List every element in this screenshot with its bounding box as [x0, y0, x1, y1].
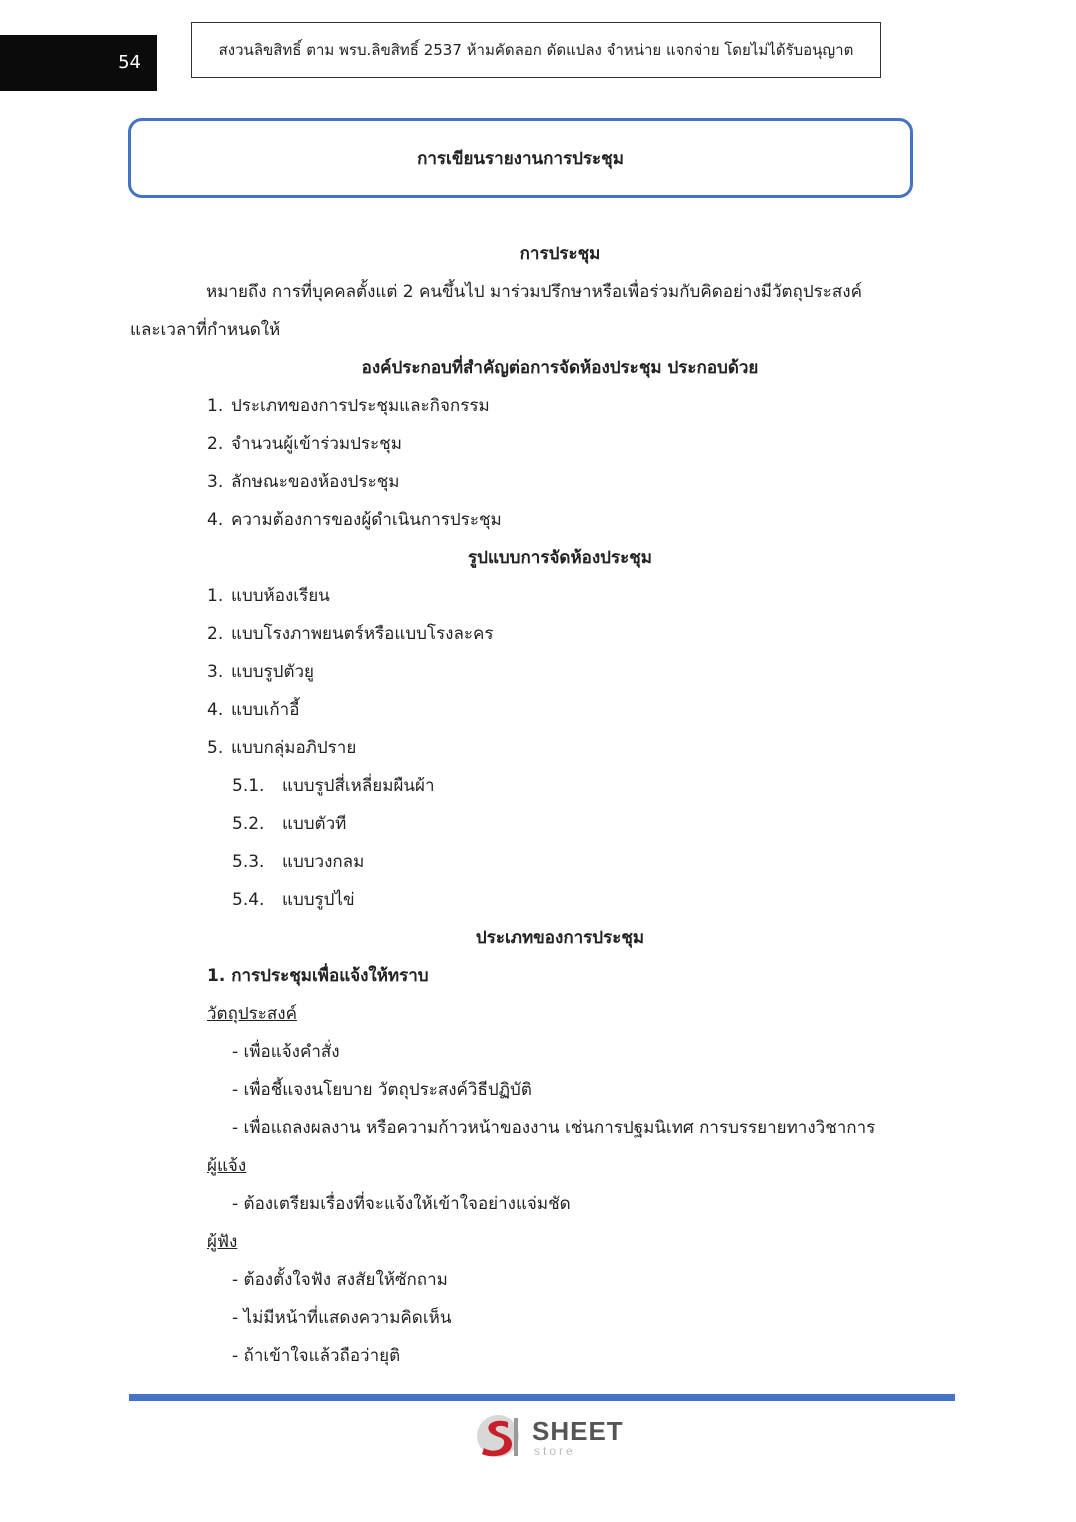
type1-heading: 1. การประชุมเพื่อแจ้งให้ทราบ	[207, 966, 429, 986]
list-item	[207, 431, 402, 457]
item-text: แบบเก้าอี้	[231, 700, 300, 720]
informer-item: - ต้องเตรียมเรื่องที่จะแจ้งให้เข้าใจอย่างแจ่มชัด	[232, 1194, 571, 1214]
item-text: แบบรูปตัวยู	[231, 662, 315, 682]
item-text: จำนวนผู้เข้าร่วมประชุม	[231, 434, 402, 454]
page-title: การเขียนรายงานการประชุม	[417, 148, 624, 169]
meeting-heading: การประชุม	[519, 244, 601, 264]
subitem-number: 5.3.	[232, 852, 265, 872]
subitem-number: 5.1.	[232, 776, 265, 796]
list-item	[207, 735, 356, 761]
meeting-definition-line1: หมายถึง การที่บุคคลตั้งแต่ 2 คนขึ้นไป มาร่วมปรึกษาหรือเพื่อร่วมกับคิดอย่างมีวัตถุประสงค์	[206, 282, 862, 302]
item-text: แบบห้องเรียน	[231, 586, 330, 606]
list-item	[207, 469, 399, 495]
title-box	[128, 118, 913, 198]
item-number: 1.	[207, 396, 224, 416]
footer-rule	[129, 1394, 955, 1401]
subitem-text: แบบตัวที	[282, 814, 347, 834]
list-item	[207, 507, 502, 533]
subitem-text: แบบวงกลม	[282, 852, 365, 872]
item-text: ลักษณะของห้องประชุม	[231, 472, 400, 492]
listener-item: - ไม่มีหน้าที่แสดงความคิดเห็น	[232, 1308, 452, 1328]
item-text: แบบโรงภาพยนตร์หรือแบบโรงละคร	[231, 624, 494, 644]
item-number: 2.	[207, 434, 224, 454]
list-item	[207, 583, 330, 609]
list-item	[207, 697, 299, 723]
sub-list-item	[232, 887, 355, 913]
item-number: 4.	[207, 700, 224, 720]
list-item	[207, 659, 314, 685]
objective-label: วัตถุประสงค์	[207, 1004, 297, 1024]
subitem-number: 5.4.	[232, 890, 265, 910]
sub-list-item	[232, 849, 364, 875]
copyright-notice: สงวนลิขสิทธิ์ ตาม พรบ.ลิขสิทธิ์ 2537 ห้ามคัดลอก ดัดแปลง จำหน่าย แจกจ่าย โดยไม่ได้รับอนุญาต	[191, 22, 881, 78]
logo-subword: store	[534, 1444, 576, 1458]
subitem-text: แบบรูปสี่เหลี่ยมผืนผ้า	[282, 776, 435, 796]
informer-label: ผู้แจ้ง	[207, 1156, 247, 1176]
listener-item: - ต้องตั้งใจฟัง สงสัยให้ซักถาม	[232, 1270, 448, 1290]
meeting-definition-line2: และเวลาที่กำหนดให้	[130, 320, 281, 340]
item-number: 1.	[207, 586, 224, 606]
listener-label: ผู้ฟัง	[207, 1232, 238, 1252]
types-heading: ประเภทของการประชุม	[475, 928, 645, 948]
page-number: 54	[0, 35, 157, 91]
item-text: ประเภทของการประชุมและกิจกรรม	[231, 396, 490, 416]
sub-list-item	[232, 811, 346, 837]
item-number: 3.	[207, 472, 224, 492]
subitem-number: 5.2.	[232, 814, 265, 834]
logo-word: SHEET	[532, 1416, 624, 1446]
item-number: 5.	[207, 738, 224, 758]
item-number: 4.	[207, 510, 224, 530]
subitem-text: แบบรูปไข่	[282, 890, 355, 910]
sub-list-item	[232, 773, 435, 799]
logo-s-icon	[474, 1412, 526, 1460]
objective-item: - เพื่อแจ้งคำสั่ง	[232, 1042, 340, 1062]
sheet-store-logo	[474, 1412, 624, 1462]
list-item	[207, 621, 494, 647]
item-number: 3.	[207, 662, 224, 682]
list-item	[207, 393, 490, 419]
layouts-heading: รูปแบบการจัดห้องประชุม	[468, 548, 652, 568]
listener-item: - ถ้าเข้าใจแล้วถือว่ายุติ	[232, 1346, 401, 1366]
components-heading: องค์ประกอบที่สำคัญต่อการจัดห้องประชุม ประกอบด้วย	[361, 358, 759, 378]
item-text: แบบกลุ่มอภิปราย	[231, 738, 357, 758]
item-number: 2.	[207, 624, 224, 644]
objective-item: - เพื่อชี้แจงนโยบาย วัตถุประสงค์วิธีปฏิบัติ	[232, 1080, 532, 1100]
item-text: ความต้องการของผู้ดำเนินการประชุม	[231, 510, 502, 530]
objective-item: - เพื่อแถลงผลงาน หรือความก้าวหน้าของงาน เช่นการปฐมนิเทศ การบรรยายทางวิชาการ	[232, 1118, 876, 1138]
